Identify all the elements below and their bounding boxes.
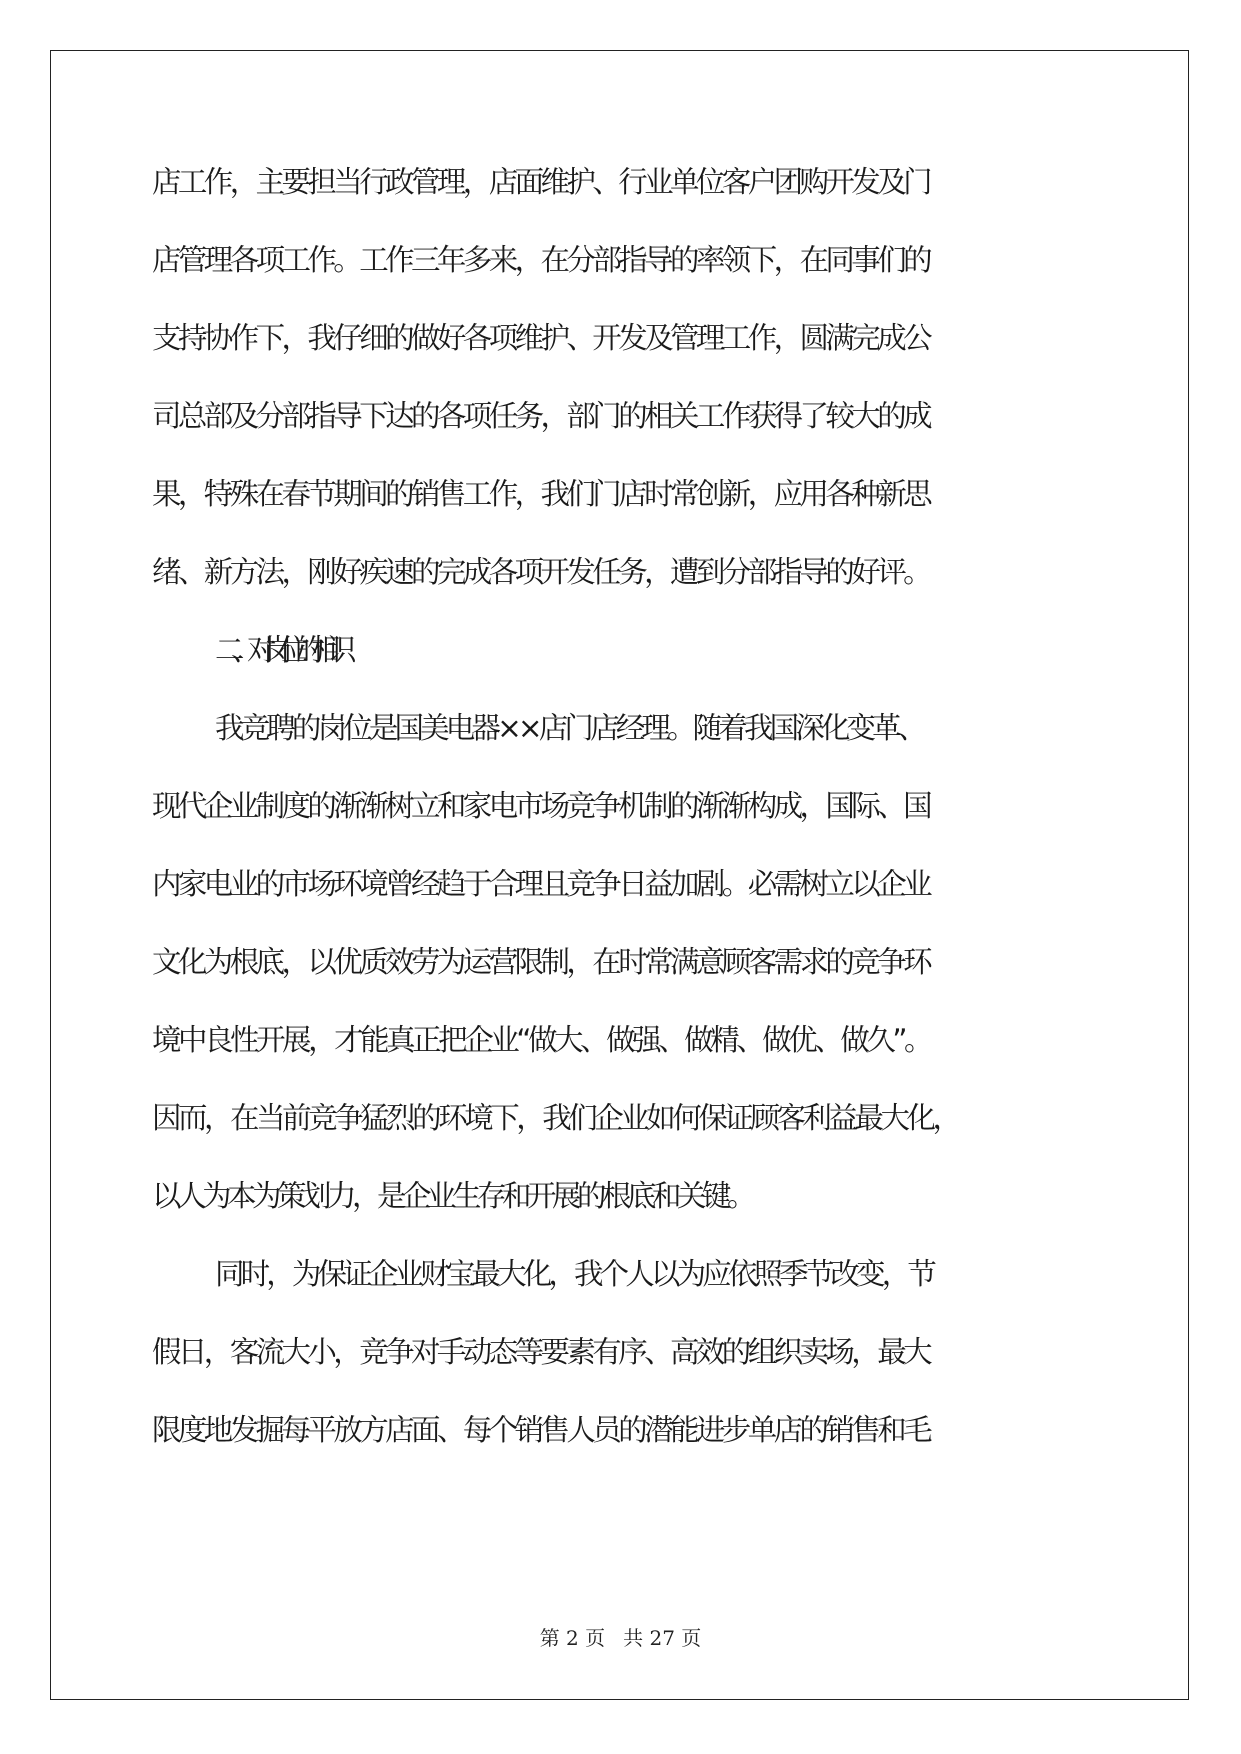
text-line: 司总部及分部指导下达的各项任务，部门的相关工作获得了较大的成: [152, 399, 930, 433]
text-line: 内家电业的市场环境曾经趋于合理且竞争日益加剧。必需树立以企业: [152, 867, 930, 901]
text-line: 境中良性开展，才能真正把企业“做大、做强、做精、做优、做久”。: [152, 1023, 931, 1057]
text-line: 以人为本为策划力，是企业生存和开展的根底和关键。: [152, 1179, 753, 1213]
text-line: 现代企业制度的渐渐树立和家电市场竞争机制的渐渐构成，国际、国: [152, 789, 930, 823]
text-line: 店工作，主要担当行政管理，店面维护、行业单位客户团购开发及门: [152, 165, 930, 199]
text-line: 果，特殊在春节期间的销售工作，我们门店时常创新，应用各种新思: [152, 477, 930, 511]
text-line: 假日，客流大小，竞争对手动态等要素有序、高效的组织卖场，最大: [152, 1335, 930, 1369]
text-line: 店管理各项工作。工作三年多来，在分部指导的率领下，在同事们的: [152, 243, 930, 277]
page-footer: [0, 1622, 1241, 1651]
text-line: 支持协作下，我仔细的做好各项维护、开发及管理工作，圆满完成公: [152, 321, 930, 355]
text-line: 二、对岗位的相识: [215, 633, 344, 667]
text-line: 我竞聘的岗位是国美电器××店门店经理。随着我国深化变革、: [215, 711, 924, 745]
text-line: 限度地发掘每平放方店面、每个销售人员的潜能进步单店的销售和毛: [152, 1413, 930, 1447]
text-line: 同时，为保证企业财宝最大化，我个人以为应依照季节改变，节: [215, 1257, 934, 1291]
page-number: 第 2 页: [539, 1626, 606, 1650]
document-body: [152, 160, 1092, 1486]
text-line: 文化为根底，以优质效劳为运营限制，在时常满意顾客需求的竞争环: [152, 945, 930, 979]
text-line: 绪、新方法，刚好疾速的完成各项开发任务，遭到分部指导的好评。: [152, 555, 930, 589]
page-total: 共 27 页: [623, 1626, 702, 1650]
text-line: 因而，在当前竞争猛烈的环境下，我们企业如何保证顾客利益最大化，: [152, 1101, 959, 1135]
